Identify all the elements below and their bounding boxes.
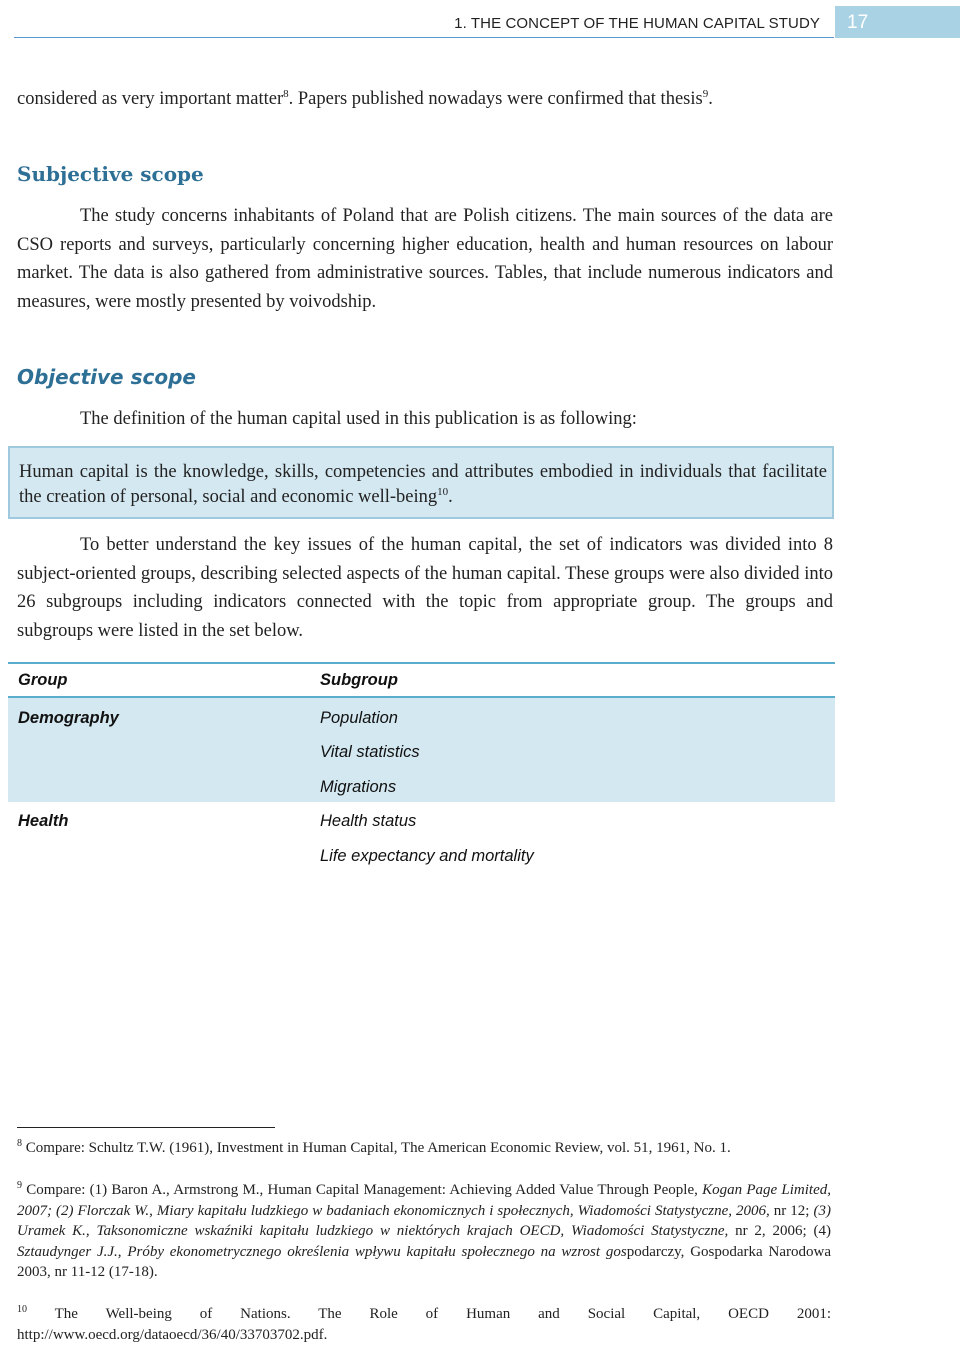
footnote-separator (17, 1127, 275, 1128)
table-row (8, 698, 835, 802)
footnote-text: nr 2, 2006; (4) (728, 1223, 832, 1240)
subjective-scope-heading: Subjective scope (17, 162, 204, 186)
footnote-text-italic: Sztaudynger J.J., Próby ekonometrycznego określenia wpływu kapitału społecznego na wzrost gos (17, 1243, 627, 1260)
header-rule (14, 37, 834, 38)
header-title: 1. THE CONCEPT OF THE HUMAN CAPITAL STUDY (454, 15, 820, 32)
footnote-number: 9 (17, 1180, 22, 1191)
group-demography: Demography (18, 709, 119, 727)
table-top-rule (8, 662, 835, 664)
footnote-8 (17, 1138, 831, 1159)
footnote-ref-8[interactable]: 8 (283, 87, 289, 100)
footnote-ref-10[interactable]: 10 (437, 485, 449, 498)
footnote-9 (17, 1180, 831, 1283)
footnote-text: nr 12; (769, 1202, 814, 1219)
footnote-ref-9[interactable]: 9 (702, 87, 709, 100)
page-number-box (835, 6, 960, 38)
subgroup-item: Migrations (320, 778, 397, 796)
subgroup-item: Life expectancy and mortality (320, 847, 534, 865)
footnote-text: Compare: Schultz T.W. (1961), Investment in Human Capital, The American Economic Review, vol. 51, 1961, No. 1. (25, 1140, 731, 1156)
subgroup-item: Population (320, 709, 398, 727)
footnote-text[interactable]: The Well-being of Nations. The Role of Human and Social Capital, OECD 2001: http://www.oecd.org/dataoecd/36/40/33703702.pdf. (17, 1306, 831, 1343)
group-health: Health (18, 812, 69, 830)
footnote-text-italic: Kogan Page Limited, 2007; (2) Florczak W., Miary kapitału ludzkiego w badaniach ekonomicznych i społecznych, Wiadomości Statystyczne, 2006, (17, 1182, 831, 1219)
objective-scope-heading: Objective scope (17, 365, 196, 389)
page-number: 17 (847, 12, 869, 33)
footnote-text-italic: (3) Uramek K., Taksonomiczne wskaźniki kapitału ludzkiego w niektórych krajach OECD, Wiadomości Statystyczne, (17, 1202, 831, 1240)
definition-text (19, 460, 827, 510)
subgroup-item: Vital statistics (320, 743, 420, 761)
subjective-scope-paragraph: The study concerns inhabitants of Poland that are Polish citizens. The main sources of the data are CSO reports and surveys, particularly concerning higher education, health and human resources on labour market. The data is also gathered from administrative sources. Tables, that include numerous indicators and measures, were mostly presented by voivodship. (17, 206, 833, 312)
running-header (0, 0, 960, 40)
footnote-text: podarczy, Gospodarka Narodowa 2003, nr 11-12 (17-18). (17, 1243, 831, 1281)
groups-paragraph: To better understand the key issues of the human capital, the set of indicators was divided into 8 subject-oriented groups, describing selected aspects of the human capital. These groups were also divided into 26 subgroups including indicators connected with the topic from appropriate group. The groups and subgroups were listed in the set below. (17, 535, 833, 641)
table-header-group: Group (18, 671, 68, 689)
objective-scope-paragraph: The definition of the human capital used in this publication is as following: (80, 409, 637, 429)
definition-end: . (448, 487, 453, 507)
definition-box (8, 446, 834, 519)
footnote-10 (17, 1304, 831, 1345)
intro-text-c: . (708, 89, 713, 109)
footnote-number: 8 (17, 1138, 22, 1149)
table-header-subgroup: Subgroup (320, 671, 398, 689)
footnote-text: Compare: (1) Baron A., Armstrong M., Human Capital Management: Achieving Added Value Through People, (26, 1182, 703, 1198)
intro-text-a: considered as very important matter (17, 89, 284, 109)
footnote-number: 10 (17, 1304, 27, 1315)
subgroup-item: Health status (320, 812, 417, 830)
definition-body: Human capital is the knowledge, skills, competencies and attributes embodied in individuals that facilitate the creation of personal, social and economic well-being (19, 462, 827, 507)
intro-text-b: . Papers published nowadays were confirmed that thesis (288, 89, 703, 109)
intro-paragraph (17, 85, 833, 114)
